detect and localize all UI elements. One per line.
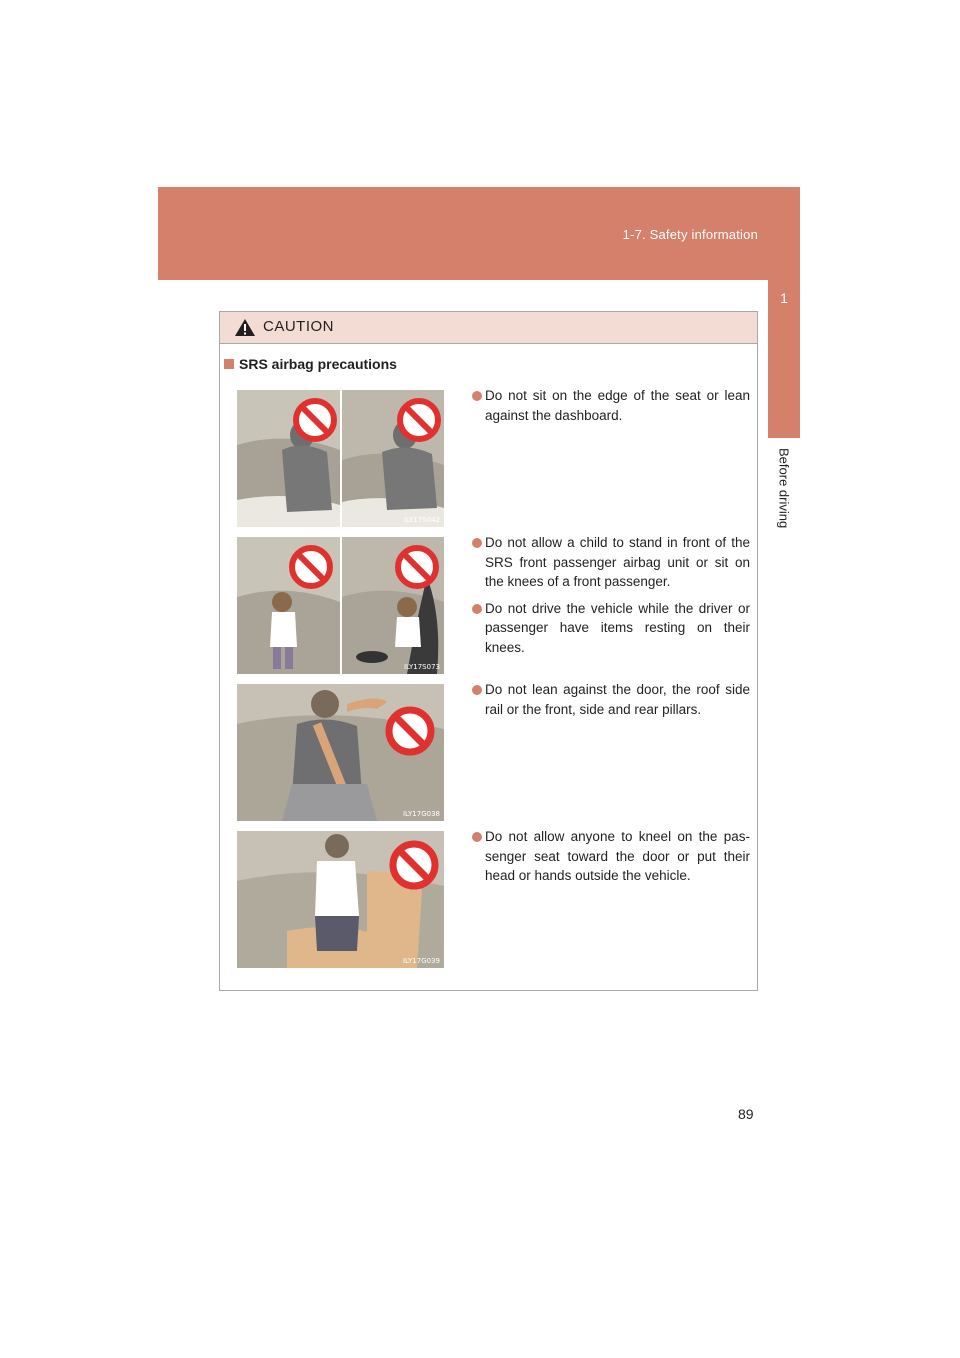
caution-box: [219, 311, 758, 991]
bullet-group-3: [472, 680, 750, 726]
image-code: ILY17S073: [403, 663, 440, 671]
bullet-group-1: [472, 386, 750, 432]
caution-subheading: [224, 356, 397, 372]
subheading-text: SRS airbag precautions: [239, 356, 397, 372]
bullet-dot-icon: [472, 391, 482, 401]
bullet-item: Do not lean against the door, the roof side rail or the front, side and rear pillars.: [472, 680, 750, 719]
square-bullet-icon: [224, 359, 234, 369]
bullet-item: Do not allow anyone to kneel on the pas-senger seat toward the door or put their head or hands outside the vehicle.: [472, 827, 750, 886]
bullet-group-2: [472, 533, 750, 664]
bullet-dot-icon: [472, 604, 482, 614]
page-number: 89: [738, 1106, 754, 1122]
header-band: [158, 187, 800, 280]
warning-triangle-icon: [234, 318, 256, 337]
illustration-sitting-edge: [237, 390, 444, 527]
caution-header: [220, 312, 757, 344]
bullet-dot-icon: [472, 538, 482, 548]
image-code: ILY17S042: [403, 516, 440, 524]
bullet-item: Do not allow a child to stand in front of the SRS front passenger airbag unit or sit on the knees of a front passenger.: [472, 533, 750, 592]
chapter-number: 1: [780, 290, 788, 306]
illustration-child-standing: [237, 537, 444, 674]
chapter-label: Before driving: [776, 448, 792, 529]
section-title: 1-7. Safety information: [622, 227, 758, 242]
bullet-item: Do not sit on the edge of the seat or lean against the dashboard.: [472, 386, 750, 425]
chapter-label-wrap: [768, 448, 800, 548]
bullet-group-4: [472, 827, 750, 893]
illustration-leaning-door: [237, 684, 444, 821]
illustration-kneeling-seat: [237, 831, 444, 968]
bullet-item: Do not drive the vehicle while the driver or passenger have items resting on their knees.: [472, 599, 750, 658]
image-code: ILY17G038: [402, 810, 440, 818]
chapter-tab: [768, 280, 800, 438]
bullet-dot-icon: [472, 685, 482, 695]
caution-title: CAUTION: [263, 318, 334, 335]
image-code: ILY17G039: [402, 957, 440, 965]
bullet-dot-icon: [472, 832, 482, 842]
